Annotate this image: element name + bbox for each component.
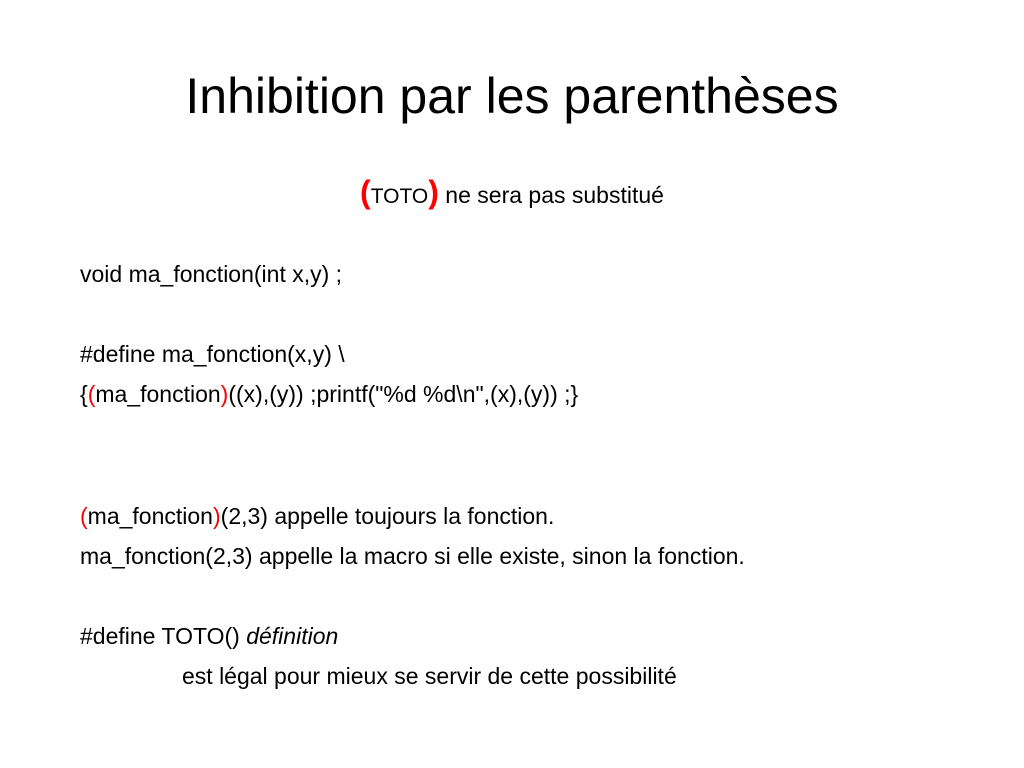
slide-subtitle bbox=[0, 172, 1024, 217]
subtitle-close-paren: ) bbox=[428, 174, 439, 210]
slide-body bbox=[80, 254, 1010, 696]
define-toto-italic: définition bbox=[246, 623, 339, 649]
explanation-function-name: ma_fonction bbox=[87, 503, 213, 529]
macro-open-paren: ( bbox=[87, 381, 96, 407]
macro-function-name: ma_fonction bbox=[95, 381, 221, 407]
blank-line bbox=[80, 294, 1010, 334]
subtitle-open-paren: ( bbox=[360, 174, 371, 210]
blank-line bbox=[80, 576, 1010, 616]
explanation-rest: (2,3) appelle toujours la fonction. bbox=[220, 503, 555, 529]
code-line-define: #define ma_fonction(x,y) \ bbox=[80, 341, 345, 367]
explanation-close-paren: ) bbox=[212, 503, 221, 529]
subtitle-word: TOTO bbox=[370, 185, 429, 208]
code-line-declaration: void ma_fonction(int x,y) ; bbox=[80, 261, 343, 287]
explanation-open-paren: ( bbox=[80, 503, 88, 529]
macro-close-paren: ) bbox=[220, 381, 229, 407]
subtitle-rest: ne sera pas substitué bbox=[438, 182, 664, 208]
blank-lines bbox=[80, 414, 1010, 496]
define-toto-note: est légal pour mieux se servir de cette possibilité bbox=[182, 663, 677, 689]
macro-rest: ((x),(y)) ;printf("%d %d\n",(x),(y)) ;} bbox=[228, 381, 579, 407]
define-toto-line bbox=[80, 616, 1010, 656]
define-toto-code: #define TOTO() bbox=[80, 623, 247, 649]
code-line-macro-body bbox=[80, 374, 1010, 414]
explanation-line-1 bbox=[80, 496, 1010, 536]
macro-open-brace: { bbox=[80, 381, 88, 407]
explanation-line-2: ma_fonction(2,3) appelle la macro si elle existe, sinon la fonction. bbox=[80, 543, 745, 569]
slide-title: Inhibition par les parenthèses bbox=[185, 68, 839, 124]
